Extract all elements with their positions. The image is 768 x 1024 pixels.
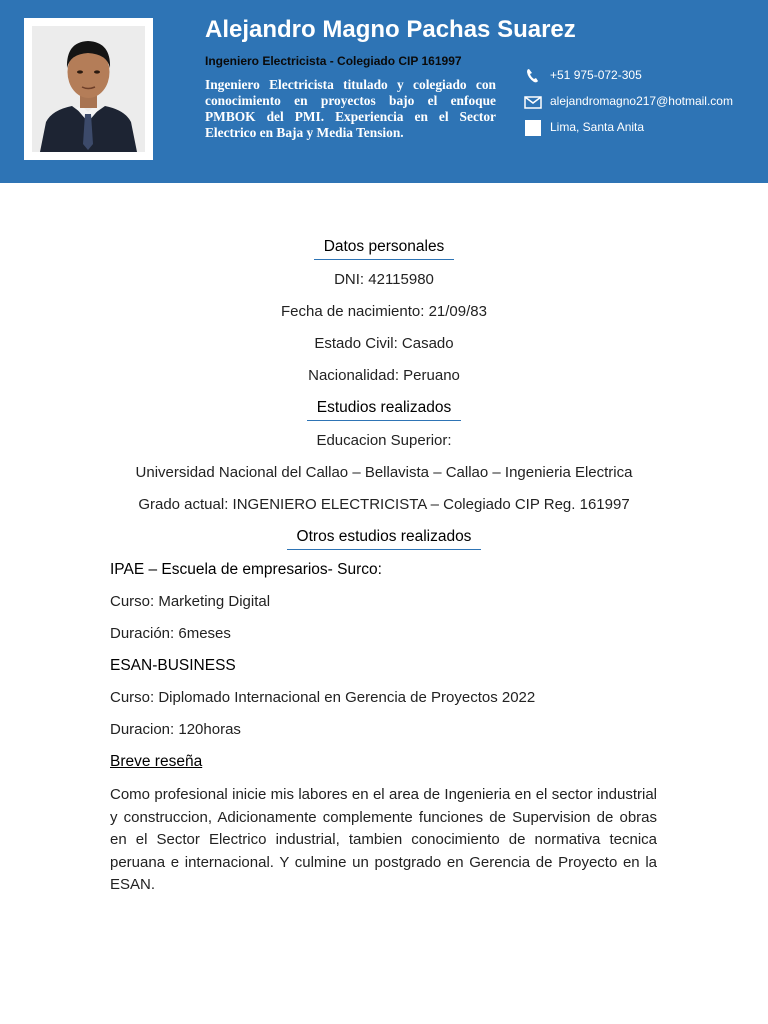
studies-university: Universidad Nacional del Callao – Bellavista – Callao – Ingenieria Electrica [135, 464, 633, 481]
other-study-duration: Duración: 6meses [110, 625, 231, 642]
studies-level: Educacion Superior: [316, 432, 452, 449]
other-study-institution: ESAN-BUSINESS [110, 657, 236, 674]
candidate-subtitle: Ingeniero Electricista - Colegiado CIP 161997 [205, 54, 462, 68]
section-title-review: Breve reseña [110, 753, 203, 770]
other-study-course: Curso: Diplomado Internacional en Gerencia de Proyectos 2022 [110, 689, 536, 706]
other-study-course: Curso: Marketing Digital [110, 593, 271, 610]
person-portrait-icon [32, 26, 145, 152]
envelope-icon [524, 93, 542, 111]
email-address[interactable]: alejandromagno217@hotmail.com [550, 94, 733, 108]
other-study-duration: Duracion: 120horas [110, 721, 241, 738]
profile-photo-frame [24, 18, 153, 160]
location-text: Lima, Santa Anita [550, 120, 645, 134]
personal-civil-status: Estado Civil: Casado [314, 335, 454, 352]
contact-location [524, 119, 764, 139]
contact-phone [524, 67, 764, 87]
personal-birth-date: Fecha de nacimiento: 21/09/83 [281, 303, 487, 320]
candidate-name: Alejandro Magno Pachas Suarez [205, 16, 576, 43]
personal-dni: DNI: 42115980 [334, 271, 434, 288]
header-banner [0, 0, 768, 183]
profile-summary: Ingeniero Electricista titulado y colegiado con conocimiento en proyectos bajo el enfoque PMBOK del PMI. Experiencia en el Sector Electrico en Baja y Media Tension. [205, 77, 496, 140]
section-title-other-studies: Otros estudios realizados [0, 528, 768, 550]
profile-photo [32, 26, 145, 152]
phone-icon [524, 67, 542, 85]
section-title-personal: Datos personales [0, 238, 768, 260]
studies-degree: Grado actual: INGENIERO ELECTRICISTA – Colegiado CIP Reg. 161997 [138, 496, 630, 513]
personal-nationality: Nacionalidad: Peruano [308, 367, 460, 384]
location-icon [524, 119, 542, 137]
other-study-institution: IPAE – Escuela de empresarios- Surco: [110, 561, 382, 578]
section-title-studies: Estudios realizados [0, 399, 768, 421]
contact-email [524, 93, 764, 113]
phone-number[interactable]: +51 975-072-305 [550, 68, 642, 82]
review-paragraph: Como profesional inicie mis labores en el area de Ingenieria en el sector industrial y construccion, Adicionamente complemente funciones de Supervision de obras en el Sector Electrico industrial, tambien conocimiento de normativa tecnica peruana e internacional. Y culmine un postgrado en Gerencia de Proyecto en la ESAN. [110, 786, 657, 893]
